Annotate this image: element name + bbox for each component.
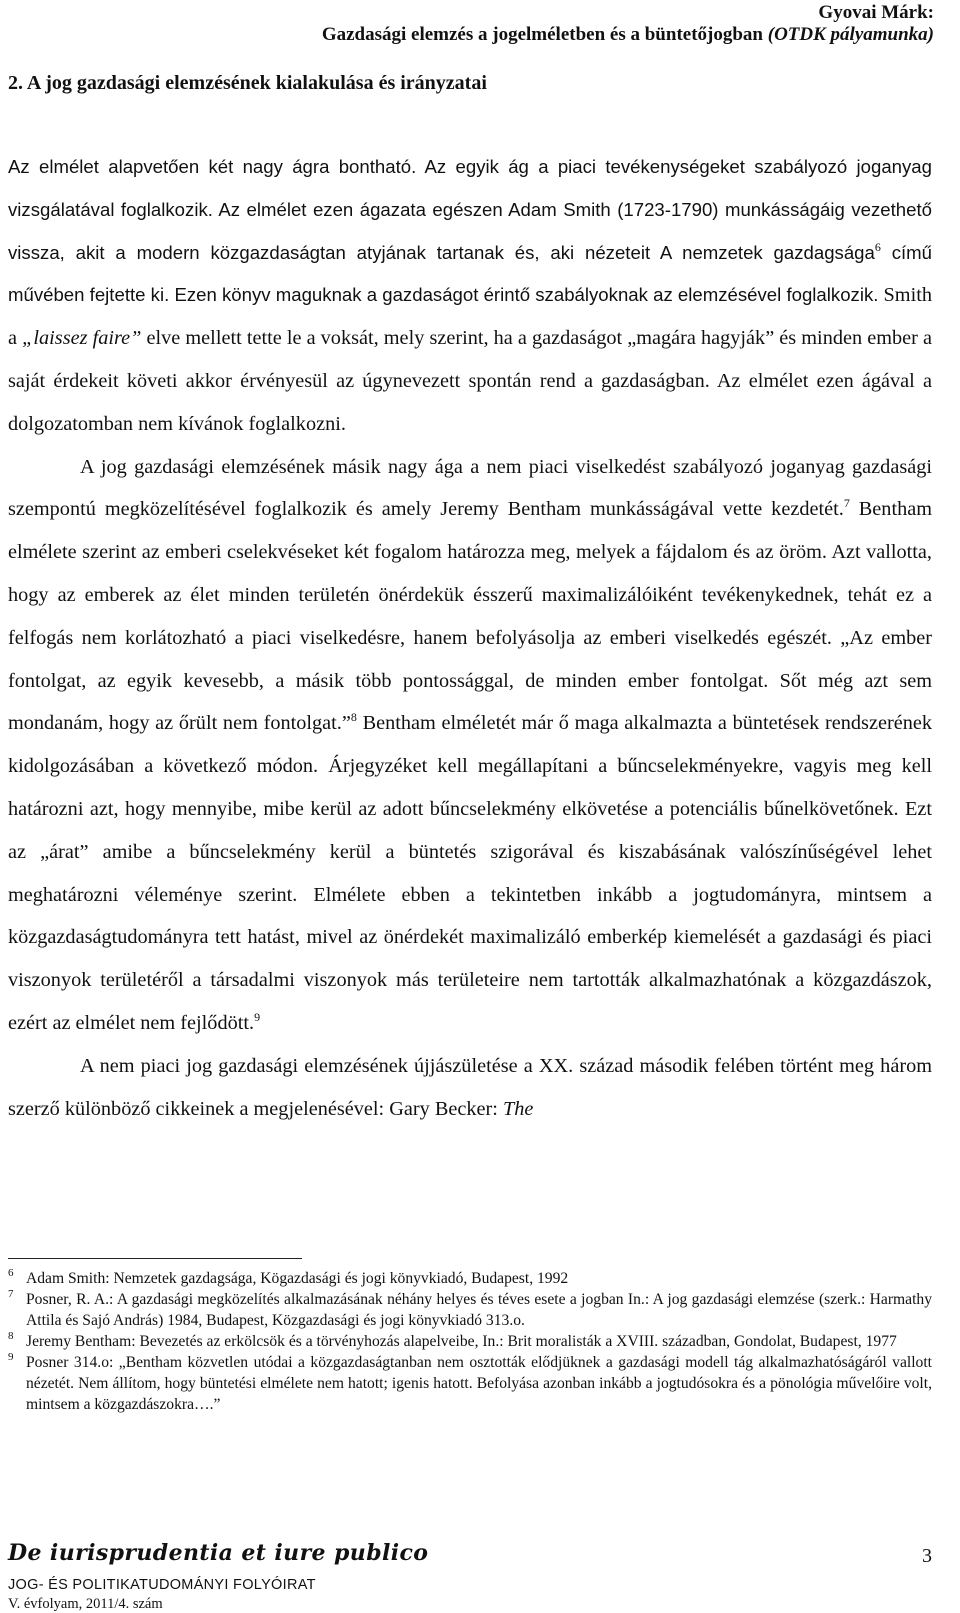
- footnote-number: 6: [8, 1267, 14, 1279]
- p3-part-b: The: [503, 1097, 534, 1120]
- p1-part-b: Az elmélet ezen ágazata egészen Adam Smith (1723-1790) munkásságáig vezethető vissza, akit a modern közgazdaságtan atyjának tartanak és, aki nézeteit A nemzetek gazdagsága: [8, 198, 932, 263]
- footnote-number: 7: [8, 1288, 14, 1300]
- p2-part-a: A jog gazdasági elemzésének másik nagy ága a nem piaci viselkedést szabályozó joganyag gazdasági szempontú megközelítésével foglalkozik és amely Jeremy Bentham munkásságával vette kezdetét.: [8, 455, 932, 521]
- footnote-number: 8: [8, 1330, 14, 1342]
- header-author: Gyovai Márk:: [818, 2, 934, 23]
- footnote-ref-9[interactable]: 9: [254, 1009, 261, 1024]
- header-title-suffix: (OTDK pályamunka): [767, 24, 934, 45]
- footnote-7: [8, 1289, 932, 1331]
- page-number: 3: [922, 1545, 932, 1567]
- footnotes: [8, 1268, 932, 1415]
- body-text: [8, 146, 932, 1130]
- section-heading: 2. A jog gazdasági elemzésének kialakulása és irányzatai: [8, 72, 487, 94]
- footnote-ref-8[interactable]: 8: [350, 710, 357, 725]
- header-title-main: Gazdasági elemzés a jogelméletben és a büntetőjogban: [321, 24, 763, 45]
- footnote-6: [8, 1268, 932, 1289]
- p3-part-a: A nem piaci jog gazdasági elemzésének újjászületése a XX. század második felében történt meg három szerző különböző cikkeinek a megjelenésével: Gary Becker:: [8, 1054, 932, 1120]
- p1-part-a: Az elmélet alapvetően két nagy ágra bontható. Az egyik ág a piaci tevékenységeket szabályozó joganyag vizsgálatával foglalkozik.: [8, 156, 932, 220]
- p1-part-e: elve mellett tette le a voksát, mely szerint, ha a gazdaságot „magára hagyják” és minden ember a saját érdekeit követi akkor érvényesül az úgynevezett spontán rend a gazdaságban. Az elmélet ezen ágával a dolgozatomban nem kívánok foglalkozni.: [8, 327, 932, 435]
- footnote-8: [8, 1331, 932, 1352]
- footnote-ref-7[interactable]: 7: [843, 496, 850, 511]
- journal-name: De iurisprudentia et iure publico: [8, 1540, 429, 1566]
- p2-part-c: Bentham elméletét már ő maga alkalmazta a büntetések rendszerének kidolgozásában a következő módon. Árjegyzéket kell megállapítani a bűncselekményekre, vagyis meg kell határozni azt, hogy mennyibe, mibe kerül az adott bűncselekmény elkövetése a potenciális bűnelkövetőnek. Ezt az „árat” amibe a bűncselekmény kerül a büntetés szigorával és kiszabásának valószínűségével lehet meghatározni véleménye szerint. Elmélete ebben a tekintetben inkább a jogtudományra, mintsem a közgazdaságtudományra tett hatást, mivel az önérdekét maximalizáló emberkép kiemelését a gazdasági és piaci viszonyok területéről a társadalmi viszonyok más területeire nem tartották alkalmazhatónak a közgazdászok, ezért az elmélet nem fejlődött.: [8, 712, 932, 1034]
- p1-part-c: című művében fejtette ki. Ezen könyv maguknak a gazdaságot érintő szabályoknak az elemzésével foglalkozik.: [8, 241, 932, 306]
- p1-part-d: Smith a: [8, 284, 932, 350]
- paragraph-2: [8, 446, 932, 1045]
- journal-subtitle: JOG- ÉS POLITIKATUDOMÁNYI FOLYÓIRAT: [8, 1577, 316, 1593]
- footnote-text: Posner 314.o: „Bentham közvetlen utódai a közgazdaságtanban nem osztották elődjüknek a gazdasági modell tág alkalmazhatóságáról vallott nézetét. Nem állítom, hogy büntetési elmélete nem hatott; igenis hatott. Befolyása azonban inkább a jogtudósokra és a pönológia művelőire volt, mintsem a közgazdászokra….”: [26, 1354, 932, 1413]
- paragraph-1: [8, 146, 932, 446]
- p1-laissez-faire: „laissez faire”: [22, 327, 142, 350]
- journal-volume: V. évfolyam, 2011/4. szám: [8, 1596, 163, 1612]
- p2-part-b: Bentham elmélete szerint az emberi cselekvéseket két fogalom határozza meg, melyek a fájdalom és az öröm. Azt vallotta, hogy az emberek az élet minden területén önérdekük ésszerű maximalizálóiként tevékenykednek, tehát ez a felfogás nem korlátozható a piaci viselkedésre, hanem befolyásolja az emberi viselkedés egészét. „Az ember fontolgat, az egyik kevesebb, a másik több pontossággal, de minden ember fontolgat. Sőt még azt sem mondanám, hogy az őrült nem fontolgat.”: [8, 498, 932, 735]
- footnote-text: Jeremy Bentham: Bevezetés az erkölcsök és a törvényhozás alapelveibe, In.: Brit moralisták a XVIII. században, Gondolat, Budapest, 1977: [26, 1333, 897, 1350]
- footnote-number: 9: [8, 1351, 14, 1363]
- footnote-text: Posner, R. A.: A gazdasági megközelítés alkalmazásának néhány helyes és téves esete a jogban In.: A jog gazdasági elemzése (szerk.: Harmathy Attila és Sajó András) 1984, Budapest, Közgazdasági és jogi könyvkiadó 313.o.: [26, 1291, 932, 1329]
- footnote-separator: [8, 1258, 302, 1259]
- footnote-ref-6[interactable]: 6: [874, 239, 881, 254]
- header-title: [322, 24, 934, 46]
- footnote-text: Adam Smith: Nemzetek gazdagsága, Kögazdasági és jogi könyvkiadó, Budapest, 1992: [26, 1270, 569, 1287]
- paragraph-3: [8, 1045, 932, 1131]
- footnote-9: [8, 1352, 932, 1415]
- running-header: [322, 2, 934, 46]
